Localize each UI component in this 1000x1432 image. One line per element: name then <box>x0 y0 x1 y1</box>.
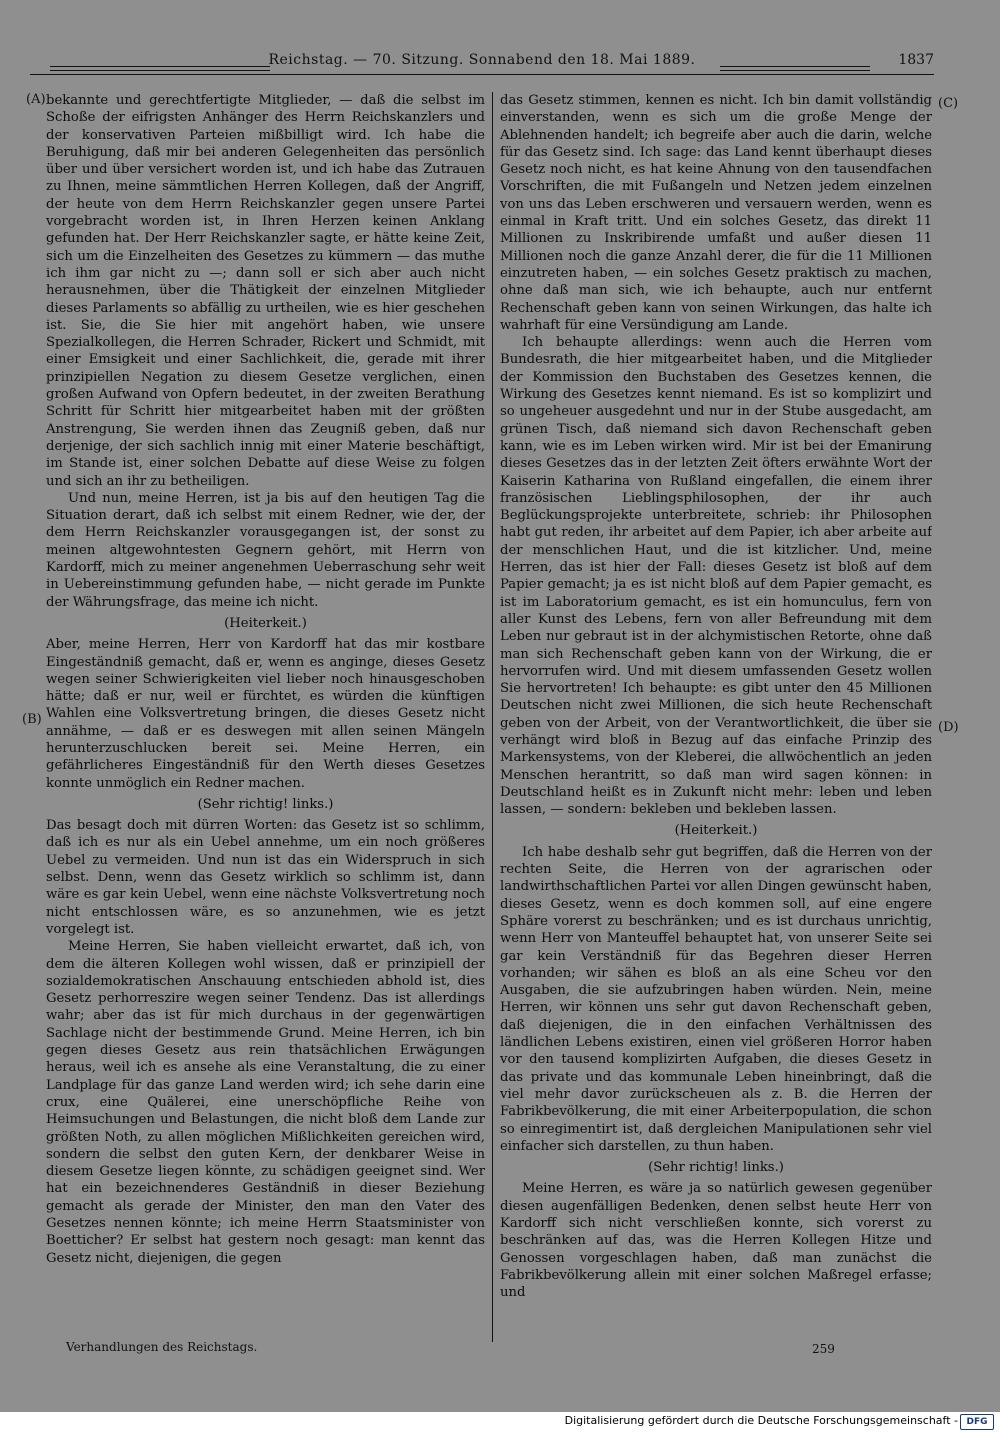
right-column <box>500 92 932 1340</box>
paragraph: Ich habe deshalb sehr gut begriffen, daß die Herren von der rechten Seite, die Herren von der agrarischen oder landwirthschaftlichen Partei vor allen Dingen gewünscht haben, dieses Gesetz, wenn es doch kommen soll, auf eine engere Sphäre vorerst zu beschränken; und es ist durchaus unrichtig, wenn Herr von Manteuffel behauptet hat, von unserer Seite sei gar kein Verständniß für das Begehren dieser Herren vorhanden; wir sähen es bloß an als eine Scheu vor den Ausgaben, die sie aufzubringen haben würden. Nein, meine Herren, wir können uns sehr gut davon Rechenschaft geben, daß diejenigen, die in den einfachen Verhältnissen des ländlichen Lebens existiren, einen viel größeren Horror haben vor den tausend komplizirten Aufgaben, die dieses Gesetz in das private und das kommunale Leben hineinbringt, daß die viel mehr davor zurückscheuen als z. B. die Herren der Fabrikbevölkerung, die mit einer Arbeiterpopulation, die schon so einregimentirt ist, daß dergleichen Manipulationen sehr viel einfacher sich darstellen, zu thun haben. <box>500 844 932 1154</box>
page-number: 1837 <box>898 52 934 68</box>
header-rule-left <box>50 66 270 71</box>
margin-mark-d: (D) <box>938 720 959 735</box>
reaction-note: (Heiterkeit.) <box>674 823 758 839</box>
credit-text: Digitalisierung gefördert durch die Deutsche Forschungsgemeinschaft - <box>564 1414 958 1427</box>
running-header <box>30 52 934 72</box>
left-column <box>46 92 485 1340</box>
sheet-number: 259 <box>812 1342 835 1356</box>
footer-signature: Verhandlungen des Reichstags. <box>66 1340 258 1354</box>
reaction-note: (Sehr richtig! links.) <box>197 796 334 812</box>
reaction-note: (Sehr richtig! links.) <box>648 1160 784 1176</box>
column-divider <box>492 92 493 1342</box>
dfg-logo[interactable]: DFG <box>960 1414 994 1430</box>
paragraph: das Gesetz stimmen, kennen es nicht. Ich bin damit vollständig einverstanden, wenn es sich um die große Menge der Ablehnenden handelt; ich begreife aber auch die darin, welche für das Gesetz sind. Ich sage: das Land kennt überhaupt dieses Gesetz noch nicht, es hat keine Ahnung von den tausendfachen Vorschriften, die mit Fußangeln und Netzen jedem einzelnen von uns das Leben erschweren und versauern werden, wenn es einmal in Kraft tritt. Und ein solches Gesetz, das direkt 11 Millionen zu Inskribirende umfaßt und außer diesen 11 Millionen noch die ganze Anzahl derer, die für die 11 Millionen einzutreten haben, — ein solches Gesetz praktisch zu machen, ohne daß man sich, wie ich behaupte, auch nur entfernt Rechenschaft geben kann von seinen Wirkungen, das halte ich wahrhaft für eine Versündigung am Lande. <box>500 93 932 333</box>
header-underline <box>30 74 934 75</box>
reaction-note: (Heiterkeit.) <box>224 615 307 631</box>
paragraph: Meine Herren, es wäre ja so natürlich gewesen gegenüber diesen augenfälligen Bedenken, denen selbst heute Herr von Kardorff sich nicht verschließen konnte, sich vorerst zu beschränken auf das, was die Herren Kollegen Hitze und Genossen vorgeschlagen haben, daß man zunächst die Fabrikbevölkerung allein mit einer solchen Maßregel erfasse; und <box>500 1181 932 1301</box>
credit-bar <box>0 1412 1000 1432</box>
paragraph: Und nun, meine Herren, ist ja bis auf den heutigen Tag die Situation derart, daß ich selbst mit einem Redner, wie der, der dem Herrn Reichskanzler vorausgegangen ist, der sonst zu meinen altgewohntesten Gegnern gehört, mit Herrn von Kardorff, mich zu meiner angenehmen Ueberraschung sehr weit in Uebereinstimmung gefunden habe, — nicht gerade im Punkte der Währungsfrage, das meine ich nicht. <box>46 490 485 610</box>
paragraph: Meine Herren, Sie haben vielleicht erwartet, daß ich, von dem die älteren Kollegen wohl wissen, daß er prinzipiell der sozialdemokratischen Anschauung entschieden abhold ist, dies Gesetz perhorreszire wegen seiner Tendenz. Das ist allerdings wahr; aber das ist für mich durchaus in der gegenwärtigen Sachlage nicht der bestimmende Grund. Meine Herren, ich bin gegen dieses Gesetz aus rein thatsächlichen Erwägungen heraus, weil ich es ansehe als eine Veranstaltung, die zu einer Landplage für das ganze Land werden wird; ich sehe darin eine crux, eine Quälerei, eine unerschöpfliche Reihe von Heimsuchungen und Belastungen, die nicht bloß dem Lande zur größten Noth, zu allen möglichen Mißlichkeiten gereichen wird, sondern die selbst den guten Kern, der denkbarer Weise in diesem Gesetze liegen könnte, zu schädigen geeignet sind. Wer hat ein bezeichnenderes Geständniß in dieser Beziehung gemacht als gerade der Minister, den man den Vater des Gesetzes nennen könnte; ich meine Herrn Staatsminister von Boetticher? Er selbst hat gestern noch gesagt: man kennt das Gesetz nicht, diejenigen, die gegen <box>46 939 485 1266</box>
margin-mark-c: (C) <box>938 96 959 111</box>
header-rule-right <box>720 66 870 71</box>
paragraph: Ich behaupte allerdings: wenn auch die Herren vom Bundesrath, die hier mitgearbeitet haben, und die Mitglieder der Kommission den Buchstaben des Gesetzes kennen, die Wirkung des Gesetzes kennt niemand. Es ist so komplizirt und so ungeheuer ausgedehnt und nur in der Stube ausgedacht, am grünen Tisch, daß niemand sich davon Rechenschaft geben kann, wie es im Leben wirken wird. Mir ist bei der Emanirung dieses Gesetzes das in der letzten Zeit öfters erwähnte Wort der Kaiserin Katharina von Rußland eingefallen, die einem ihrer französischen Lieblingsphilosophen, der ihr auch Beglückungsprojekte unterbreitete, schrieb: ihr Philosophen habt gut reden, ihr arbeitet auf dem Papier, ich aber arbeite auf der menschlichen Haut, und die ist kitzlicher. Und, meine Herren, das ist hier der Fall: dieses Gesetz ist bloß auf dem Papier gemacht; ja es ist nicht bloß auf dem Papier gemacht, es ist im Laboratorium gemacht, es ist ein homunculus, fern von aller Kunst des Lebens, fern von aller Befreundung mit dem Leben nur gebraut ist in der alchymistischen Retorte, ohne daß man sich Rechenschaft geben kann von der Wirkung, die er hervorrufen wird. Und mit diesem umfassenden Gesetz wollen Sie hervortreten! Ich behaupte: es gibt unter den 45 Millionen Deutschen nicht zwei Millionen, die sich heute Rechenschaft geben von der Arbeit, von der Verantwortlichkeit, die über sie verhängt wird bloß in Bezug auf das einfache Prinzip des Markensystems, von der Kleberei, die allwöchentlich an jeden Menschen herantritt, so daß man wird sagen können: in Deutschland heißt es in Zukunft nicht mehr: leben und leben lassen, — sondern: bekleben und bekleben lassen. <box>500 335 932 818</box>
paragraph: Das besagt doch mit dürren Worten: das Gesetz ist so schlimm, daß ich es nur als ein Uebel annehme, um ein noch größeres Uebel zu vermeiden. Und nun ist das ein Widerspruch in sich selbst. Denn, wenn das Gesetz wirklich so schlimm ist, dann wäre es gar kein Uebel, wenn eine nächste Volksvertretung noch nicht entschlossen wäre, es so anzunehmen, wie es jetzt vorgelegt ist. <box>46 818 485 937</box>
margin-mark-a: (A) <box>26 92 46 107</box>
paragraph: Aber, meine Herren, Herr von Kardorff hat das mir kostbare Eingeständniß gemacht, daß er, wenn es anginge, dieses Gesetz wegen seiner Schwierigkeiten viel lieber noch hinausgeschoben hätte; daß er nur, weil er fürchtet, es würden die künftigen Wahlen eine Volksvertretung bringen, die dieses Gesetz nicht annähme, — daß er es deswegen mit allen seinen Mängeln herunterzuschlucken bereit sei. Meine Herren, ein gefährlicheres Eingeständniß für den Werth dieses Gesetzes konnte unmöglich ein Redner machen. <box>46 637 485 791</box>
paragraph: bekannte und gerechtfertigte Mitglieder, — daß die selbst im Schoße der eifrigsten Anhänger des Herrn Reichskanzlers und der konservativen Parteien mißbilligt wird. Ich habe die Beruhigung, daß mir bei anderen Gelegenheiten das persönlich über und über versichert worden ist, und ich habe das Zutrauen zu Ihnen, meine sämmtlichen Herren Kollegen, daß der Angriff, der heute von dem Herrn Reichskanzler gegen unsere Partei vorgebracht worden ist, in Ihren Herzen keinen Anklang gefunden hat. Der Herr Reichskanzler sagte, er hätte keine Zeit, sich um die Einzelheiten des Gesetzes zu kümmern — das muthe ich ihm gar nicht zu —; dann soll er sich aber auch nicht herausnehmen, über die Thätigkeit der einzelnen Mitglieder dieses Parlaments so abfällig zu urtheilen, wie es hier geschehen ist. Sie, die Sie hier mit angehört haben, wie unsere Spezialkollegen, die Herren Schrader, Rickert und Schmidt, mit einer Emsigkeit und einer Sachlichkeit, die, gerade mit ihrer prinzipiellen Negation zu diesem Gesetze verglichen, einen großen Aufwand von Opfern bedeutet, in der zweiten Berathung Schritt für Schritt hier mitgearbeitet haben mit der größten Anstrengung, Sie werden ihnen das Zeugniß geben, daß nur derjenige, der sich sachlich innig mit einer Materie beschäftigt, im Stande ist, einer solchen Debatte auf diese Weise zu folgen und sich an ihr zu betheiligen. <box>46 93 485 489</box>
header-title: Reichstag. — 70. Sitzung. Sonnabend den 18. Mai 1889. <box>268 52 696 68</box>
margin-mark-b: (B) <box>22 712 42 727</box>
